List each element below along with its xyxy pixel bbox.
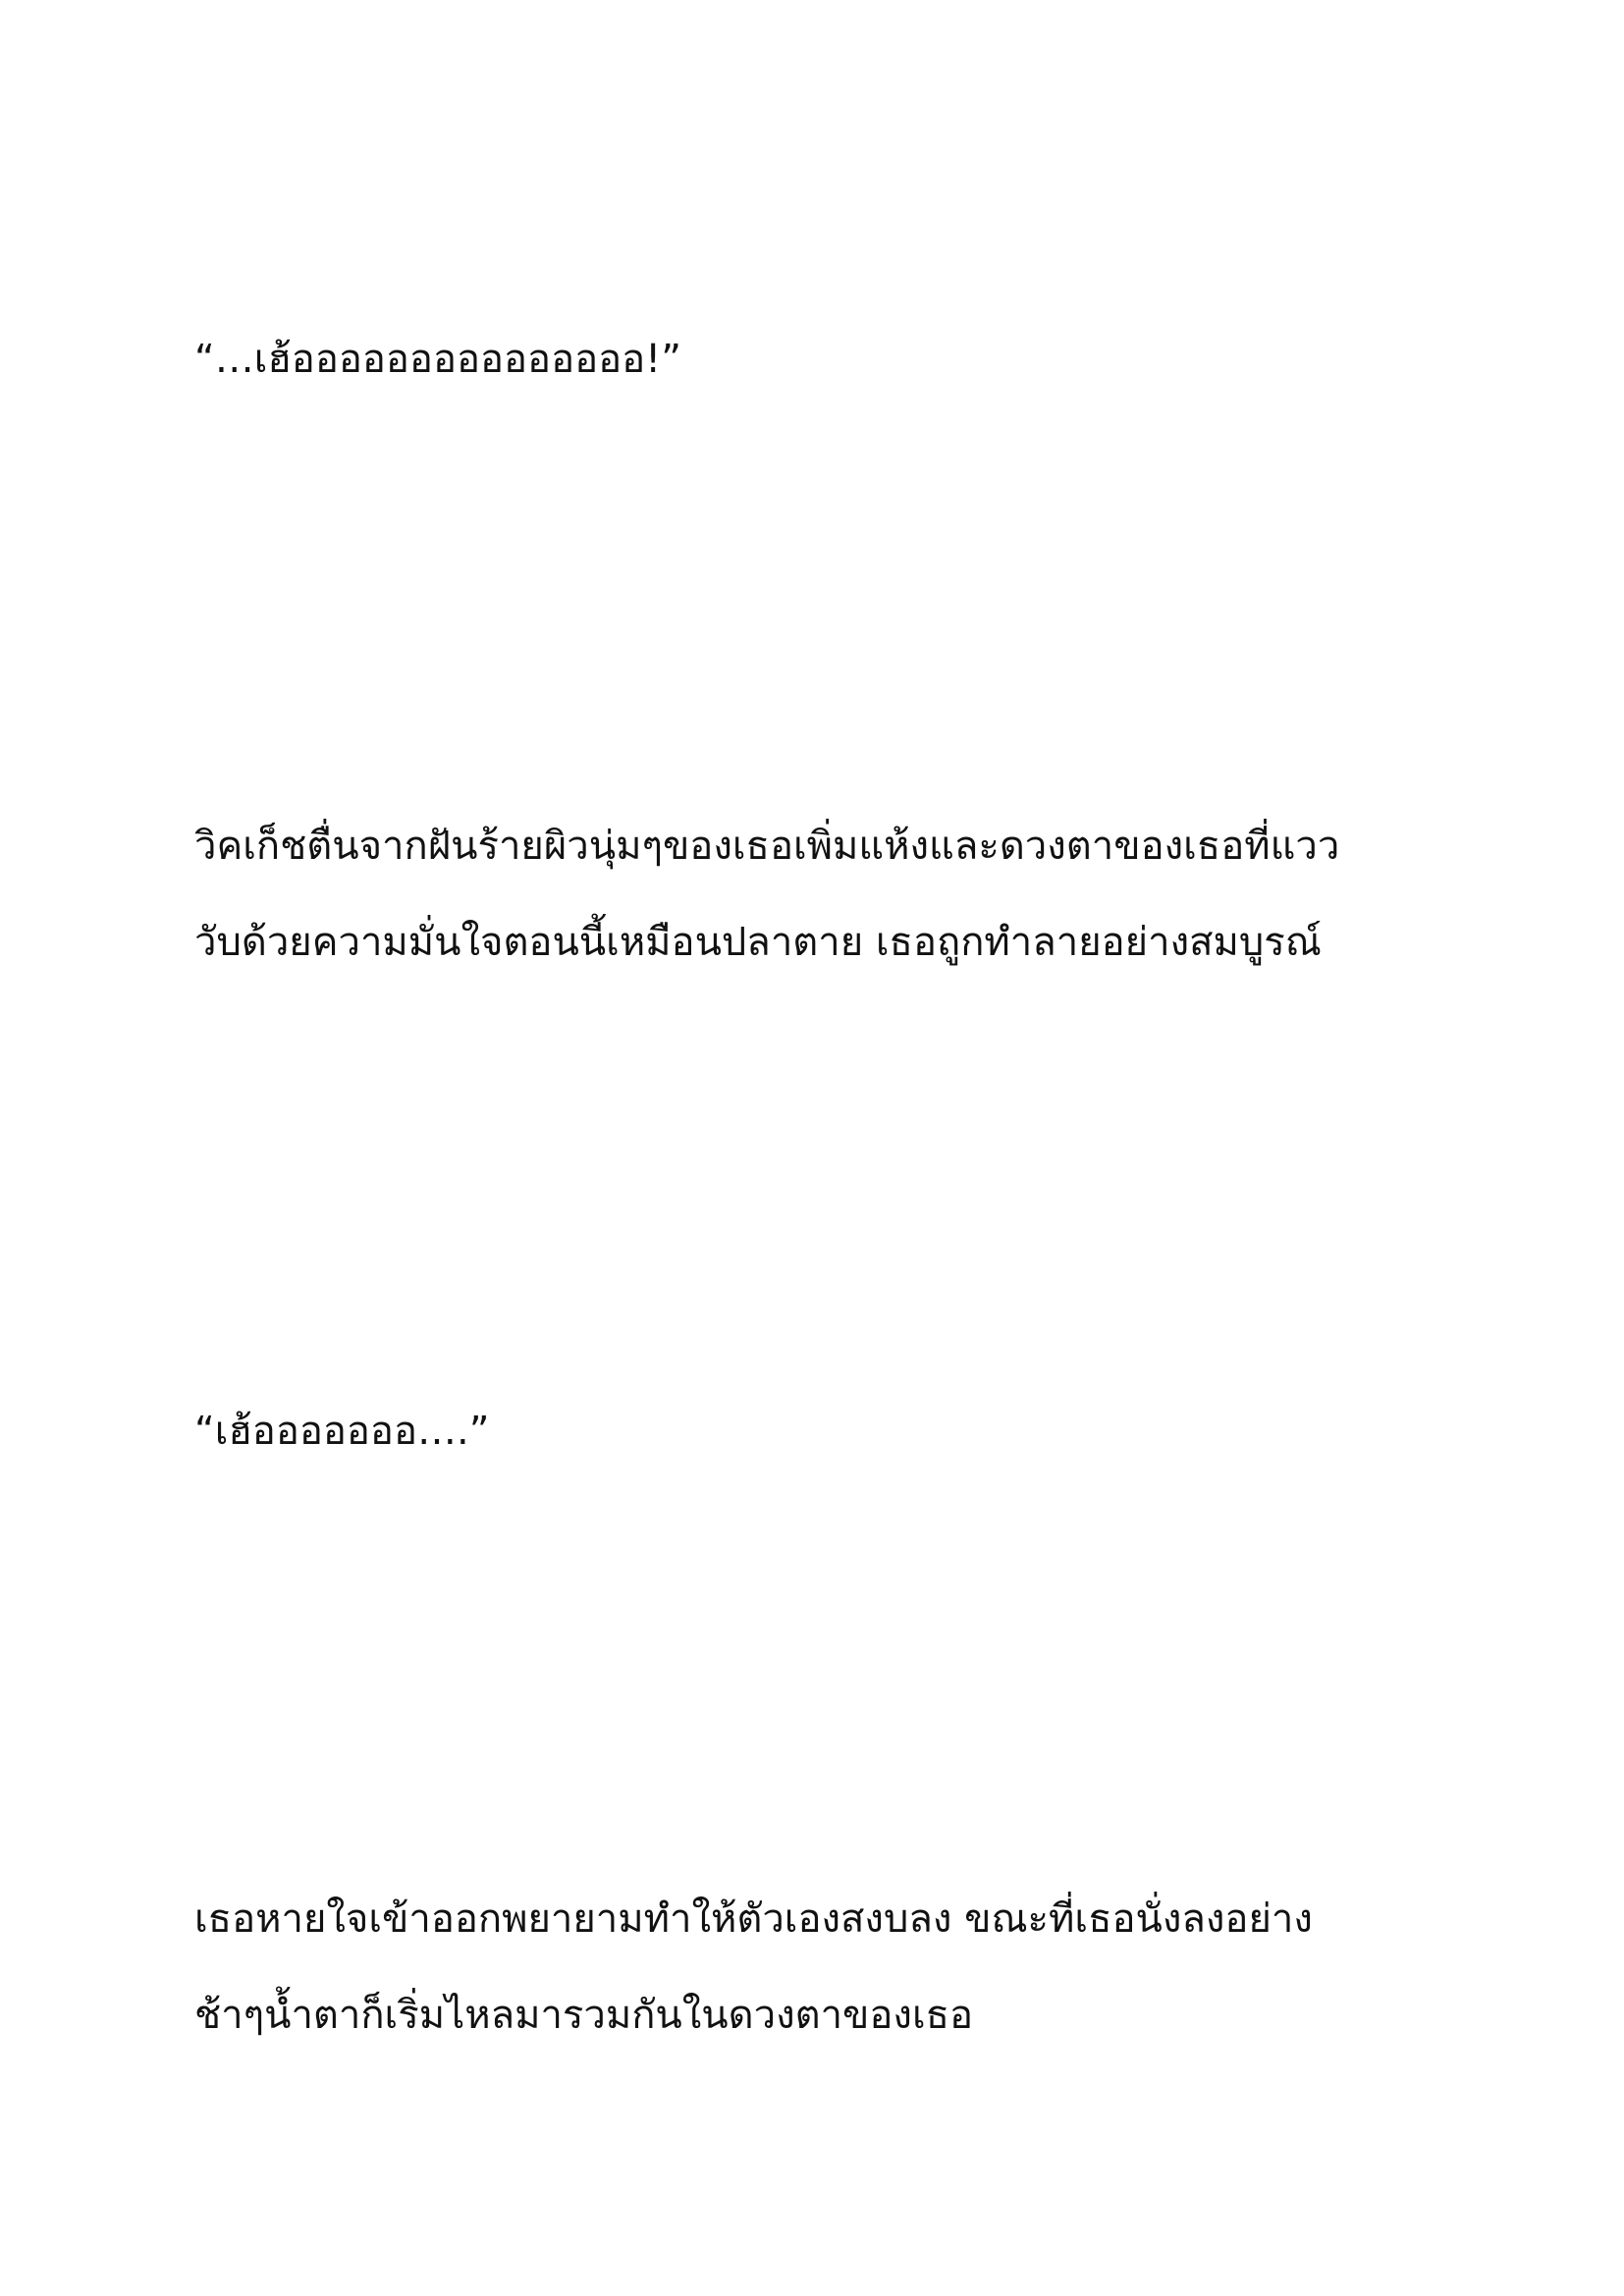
paragraph-2-line-1: เธอหายใจเข้าออกพยายามทำให้ตัวเองสงบลง ขณะที่เธอนั่งลงอย่าง — [194, 1896, 1313, 1942]
dialogue-line-2: “เฮ้อออออออ….” — [194, 1409, 490, 1454]
dialogue-line-1: “…เฮ้อออออออออออออออ!” — [194, 337, 681, 382]
paragraph-1-line-1: วิคเก็ชตื่นจากฝันร้ายผิวนุ่มๆของเธอเพิ่มแห้งและดวงตาของเธอที่แวว — [194, 824, 1340, 869]
paragraph-2-line-2: ช้าๆน้ำตาก็เริ่มไหลมารวมกันในดวงตาของเธอ — [194, 1993, 974, 2038]
paragraph-1-line-2: วับด้วยความมั่นใจตอนนี้เหมือนปลาตาย เธอถูกทำลายอย่างสมบูรณ์ — [194, 920, 1322, 965]
